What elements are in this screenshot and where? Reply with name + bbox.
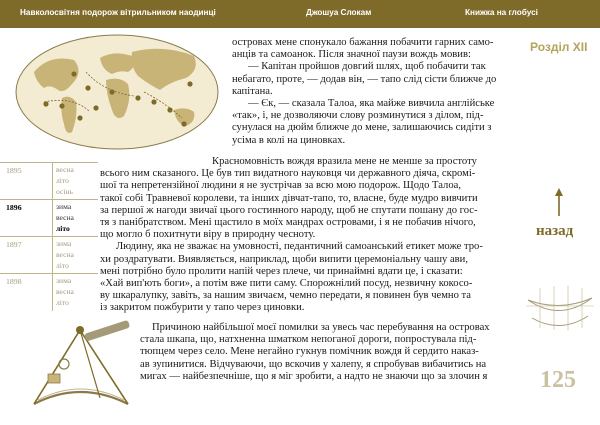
- text-line: «так», і, не дозволяючи слову розминутися з ділом, під-: [232, 110, 484, 122]
- text-line: шої та непретензійної людини я не зустрічав за всю мою подорож. Щодо Талоа,: [100, 180, 461, 192]
- text-line: — Єк, — сказала Талоа, яка майже вивчила англійське: [248, 98, 495, 110]
- timeline-season: осінь: [56, 187, 73, 197]
- text-line: мигах — найбезпечніше, що я міг зробити, а надто не знаючи що за злочин я: [140, 370, 488, 382]
- timeline-year-1897[interactable]: [0, 236, 98, 273]
- timeline-year: 1896: [6, 203, 22, 212]
- text-line: сунулася на дюйм ближче до мене, залишаючись сидіти з: [232, 122, 492, 134]
- series-title: Книжка на глобусі: [465, 8, 538, 17]
- timeline-season: весна: [56, 250, 74, 260]
- ship-plan-icon: [524, 278, 596, 336]
- timeline-season: літо: [56, 176, 69, 186]
- text-line: капітана.: [232, 85, 273, 97]
- up-arrow-icon[interactable]: [554, 188, 564, 216]
- timeline-year: 1897: [6, 240, 22, 249]
- text-line: що могло б похитнути віру в природну чесноту.: [100, 229, 316, 241]
- text-line: ав зупинитися. Відчуваючи, що вскочив у халепу, я спробував вибачитись на: [140, 358, 487, 370]
- timeline-season: літо: [56, 261, 69, 271]
- section-label: Розділ XII: [530, 40, 588, 54]
- body-text-block-2: [100, 156, 483, 315]
- timeline-season: весна: [56, 165, 74, 174]
- text-line: — Капітан пройшов довгий шлях, щоб побачити так: [248, 61, 486, 73]
- timeline-year: 1898: [6, 277, 22, 286]
- world-map-illustration: [14, 32, 220, 152]
- timeline-season: літо: [56, 298, 69, 308]
- text-line: Причиною найбільшої моєї помилки за увесь час перебування на островах: [152, 322, 490, 333]
- text-line: островах мене спонукало бажання побачити гарних само-: [232, 37, 494, 48]
- sextant-illustration: [20, 320, 138, 410]
- text-line: такої собі Травневої королеви, та інших дівчат-тапо, то, власне, буде мудро вивчити: [100, 192, 478, 204]
- text-line: «Хай вип'ють боги», а потім вже пити саму. Спорожнілий посуд, незвичну кокосо-: [100, 278, 473, 290]
- timeline-season-current: літо: [56, 224, 70, 234]
- body-text-block-1: [232, 37, 496, 147]
- text-line: стала шкапа, що, натхненна шматком непоганої дороги, попростувала під-: [140, 334, 477, 346]
- page-number: 125: [540, 367, 576, 393]
- timeline-season: зима: [56, 202, 72, 211]
- timeline-year-1896[interactable]: [0, 199, 98, 236]
- timeline-season: весна: [56, 213, 74, 223]
- text-line: всього ним сказаного. Це був тип видатного науковця чи державного діяча, скромі-: [100, 168, 476, 180]
- back-link[interactable]: назад: [536, 223, 574, 239]
- text-line: Красномовність вождя вразила мене не менше за простоту: [212, 156, 477, 167]
- author-name: Джошуа Слокам: [306, 8, 372, 17]
- text-line: тюпцем через село. Мене негайно гукнув помічник вождя й сердито наказ-: [140, 346, 479, 358]
- text-line: хи роздратувати. Виявляється, наприклад, щоби випити церемоніальну чашу ави,: [100, 253, 468, 265]
- book-title: Навколосвітня подорож вітрильником наодинці: [20, 8, 216, 17]
- header-bar: [0, 0, 600, 28]
- timeline-season: весна: [56, 287, 74, 297]
- timeline: [0, 162, 98, 310]
- timeline-year-1898[interactable]: [0, 273, 98, 310]
- text-line: небагато, проте, — додав він, — тапо слід сісти ближче до: [232, 73, 497, 85]
- timeline-season: зима: [56, 276, 72, 285]
- body-text-block-3: [140, 322, 490, 383]
- text-line: анців та самоанок. Після значної паузи вождь мовив:: [232, 49, 471, 61]
- text-line: Людину, яка не зважає на умовності, педантичний самоанський етикет може тро-: [116, 241, 483, 253]
- text-line: мені потрібно було пролити напій через плече, чи принаймні вдати це, і сказати:: [100, 265, 463, 277]
- text-line: ву шкаралупку, завіть, за нашим звичаєм, чемно передати, я повинен був чемно та: [100, 290, 471, 302]
- text-line: усіма в колі на циновках.: [232, 134, 346, 146]
- timeline-year: 1895: [6, 166, 22, 175]
- timeline-season: зима: [56, 239, 72, 248]
- text-line: із закритом пожбурити у тапо через циновки.: [100, 302, 305, 314]
- text-line: тя з панібратством. Мені щастило в моїх мандрах островами, і я не побачив нічого,: [100, 217, 476, 229]
- timeline-year-1895[interactable]: [0, 162, 98, 199]
- text-line: за першої ж нагоди звичаї цього гостинного народу, щоб не спутати пошану до гос-: [100, 204, 478, 216]
